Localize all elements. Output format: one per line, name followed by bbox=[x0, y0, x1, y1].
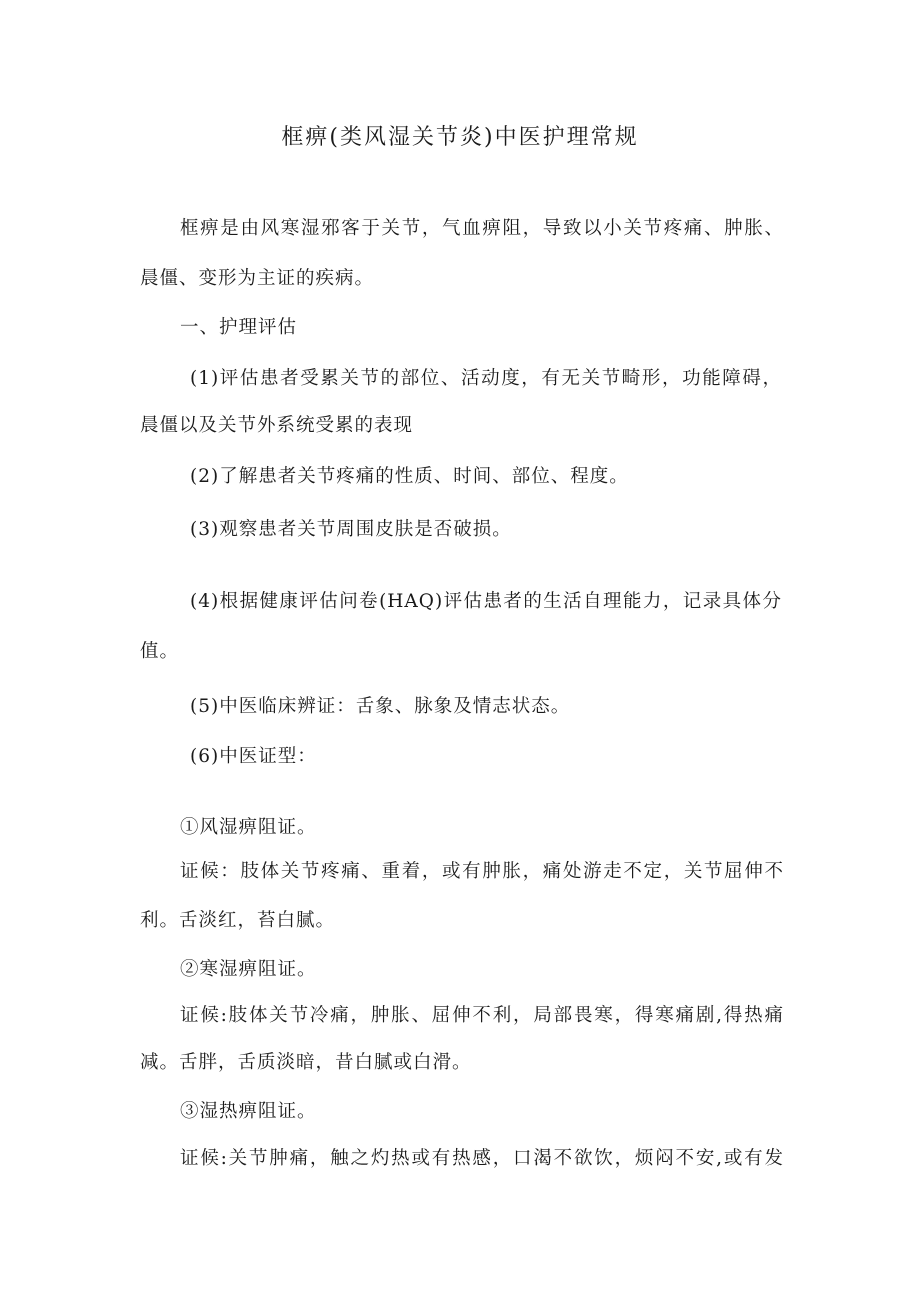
paragraph-line: (4)根据健康评估问卷(HAQ)评估患者的生活自理能力，记录具体分 bbox=[190, 591, 782, 612]
paragraph-line: (5)中医临床辨证：舌象、脉象及情志状态。 bbox=[190, 696, 571, 717]
paragraph-line: 利。舌淡红，苔白腻。 bbox=[140, 910, 336, 931]
document-title: 框痹(类风湿关节炎)中医护理常规 bbox=[281, 125, 639, 150]
paragraph-line: (3)观察患者关节周围皮肤是否破损。 bbox=[190, 519, 512, 540]
paragraph-line: 晨僵以及关节外系统受累的表现 bbox=[140, 415, 414, 436]
paragraph-line: 值。 bbox=[140, 641, 180, 662]
paragraph-line: 框痹是由风寒湿邪客于关节，气血痹阻，导致以小关节疼痛、肿胀、 bbox=[180, 218, 784, 239]
paragraph-line: (6)中医证型： bbox=[190, 746, 317, 767]
paragraph-line: 证候:肢体关节冷痛，肿胀、屈伸不利，局部畏寒，得寒痛剧,得热痛 bbox=[180, 1005, 784, 1026]
syndrome-heading: ②寒湿痹阻证。 bbox=[180, 959, 317, 980]
paragraph-line: (1)评估患者受累关节的部位、活动度，有无关节畸形，功能障碍， bbox=[190, 368, 782, 389]
syndrome-heading: ①风湿痹阻证。 bbox=[180, 817, 317, 838]
syndrome-heading: ③湿热痹阻证。 bbox=[180, 1101, 317, 1122]
section-heading: 一、护理评估 bbox=[180, 317, 298, 338]
paragraph-line: 晨僵、变形为主证的疾病。 bbox=[140, 268, 375, 289]
paragraph-line: (2)了解患者关节疼痛的性质、时间、部位、程度。 bbox=[190, 466, 629, 487]
paragraph-line: 证候：肢体关节疼痛、重着，或有肿胀，痛处游走不定，关节屈伸不 bbox=[180, 861, 784, 882]
paragraph-line: 减。舌胖，舌质淡暗，昔白腻或白滑。 bbox=[140, 1052, 472, 1073]
paragraph-line: 证候:关节肿痛，触之灼热或有热感，口渴不欲饮，烦闷不安,或有发 bbox=[180, 1148, 784, 1169]
